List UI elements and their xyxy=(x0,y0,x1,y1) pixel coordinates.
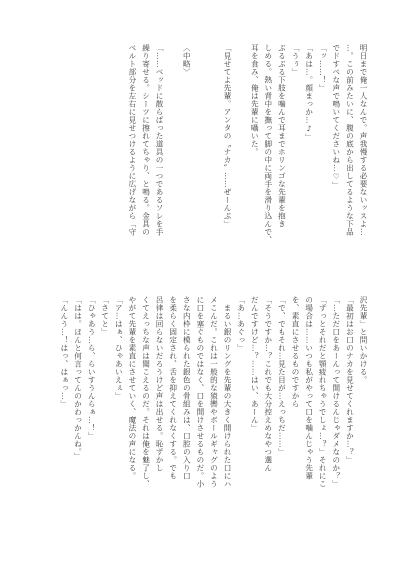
upper-text-line: ぶるぶる下肢を噛んで耳までホリンゴな先輩を抱き xyxy=(277,44,287,228)
lower-text-line: の場合は……いつも私がやって口を噛んじゃう先輩 xyxy=(304,296,314,480)
upper-text-line xyxy=(193,44,207,269)
lower-text-block xyxy=(28,296,370,532)
lower-text-line: 「…ただ口をあーんって開けるんじゃダメなのか？」 xyxy=(331,296,341,488)
lower-text-line: 「ア…はぁ、ひゃあいえぇ」 xyxy=(114,296,124,400)
lower-text-line: 「ずっとそれだと顎疲れちゃうでしょ…？」それにこ xyxy=(318,296,328,488)
lower-text-line: 沢先輩」と問いかける。 xyxy=(359,296,368,384)
upper-text-line xyxy=(166,44,180,269)
lower-text-line: やがて先輩を素直にさせていく、魔法の声になる。 xyxy=(127,296,137,480)
upper-text-line: 明日まで俺一人なんで。声我慢する必要ないッスよ… xyxy=(359,44,368,236)
upper-text-line: 「うぅ」 xyxy=(291,44,301,76)
lower-text-line: メこんだ。これは一般的な猿轡やボールギャグのよう xyxy=(209,296,219,488)
lower-text-line: を柔らく固定され、舌を抑えてくれなくする。でも xyxy=(168,296,178,480)
lower-text-line: 「ひゃあう…ら、らいすうんらぁ…！」 xyxy=(87,296,97,440)
lower-text-line: まるい銀のリングを先輩の大きく開けられた口にハ xyxy=(223,296,233,488)
upper-text-line xyxy=(234,44,248,269)
lower-text-line: だんですけど…？……はい、あーん」 xyxy=(250,296,260,432)
lower-text-line: 「んんう…！はっ、はぁっ…」 xyxy=(59,296,69,408)
lower-text-line: 「あ…あぐっ」 xyxy=(236,296,246,352)
upper-text-line: 〈中略〉 xyxy=(182,44,192,76)
upper-text-line: 「……ベッドに散らばった道具の一つであるソレを手 xyxy=(155,44,165,236)
upper-text-line: 耳を食み、俺は先輩に囁いた。 xyxy=(250,44,260,156)
upper-text-line: 「あは…。顔まっか…♪」 xyxy=(304,44,314,142)
lower-text-line: 「最初はお口のナカを見せてくれますか…？」 xyxy=(345,296,355,464)
lower-text-line: に口を塞ぐものではなく、口を開けさせるものだ。小 xyxy=(195,296,205,488)
upper-text-line: …。この前みたいに、腹の底から出してるような下品 xyxy=(345,44,355,236)
upper-text-block xyxy=(28,44,370,269)
upper-text-line: 「ッ……！」 xyxy=(318,44,328,92)
lower-text-line: くてえっちな声は聞こえるのだ。それは俺を魅了し、 xyxy=(141,296,151,488)
lower-text-line: 「で、でもそれ…見た目が…えっちだ……」 xyxy=(277,296,287,456)
upper-text-line: ベルト部分を左右に見せつけるように広げながら「守 xyxy=(127,44,137,236)
lower-text-line: 呂律は回らないだろうけど声は出せる。恥ずかし xyxy=(155,296,165,472)
upper-text-line: でドすべな声で鳴いてくださいね…♡」 xyxy=(331,44,341,190)
upper-text-line: 繰り寄せる。シーツに擦れてちゃり、と鳴る。金具の xyxy=(141,44,151,236)
lower-text-line: 「そうですか…？これでも大分控えめなやつ選ん xyxy=(263,296,273,472)
lower-text-line: を、素直にさせるものですから xyxy=(291,296,301,408)
lower-text-line: 「はは。ほんと何言ってんのかわっかんね。」 xyxy=(73,296,83,461)
upper-text-line xyxy=(207,44,221,269)
upper-text-line: 「見せてよ先輩。アンタの〝ナカ〟……ぜーんぶ」 xyxy=(223,44,233,228)
lower-text-line: さな内枠に模られた銀色の骨組みは、口腔の入り口 xyxy=(182,296,192,480)
upper-text-line: しめる。熱い背中を撫って脚の中に両手を滑り込んで、 xyxy=(263,44,273,244)
lower-text-line: 「さてと」 xyxy=(100,296,110,336)
